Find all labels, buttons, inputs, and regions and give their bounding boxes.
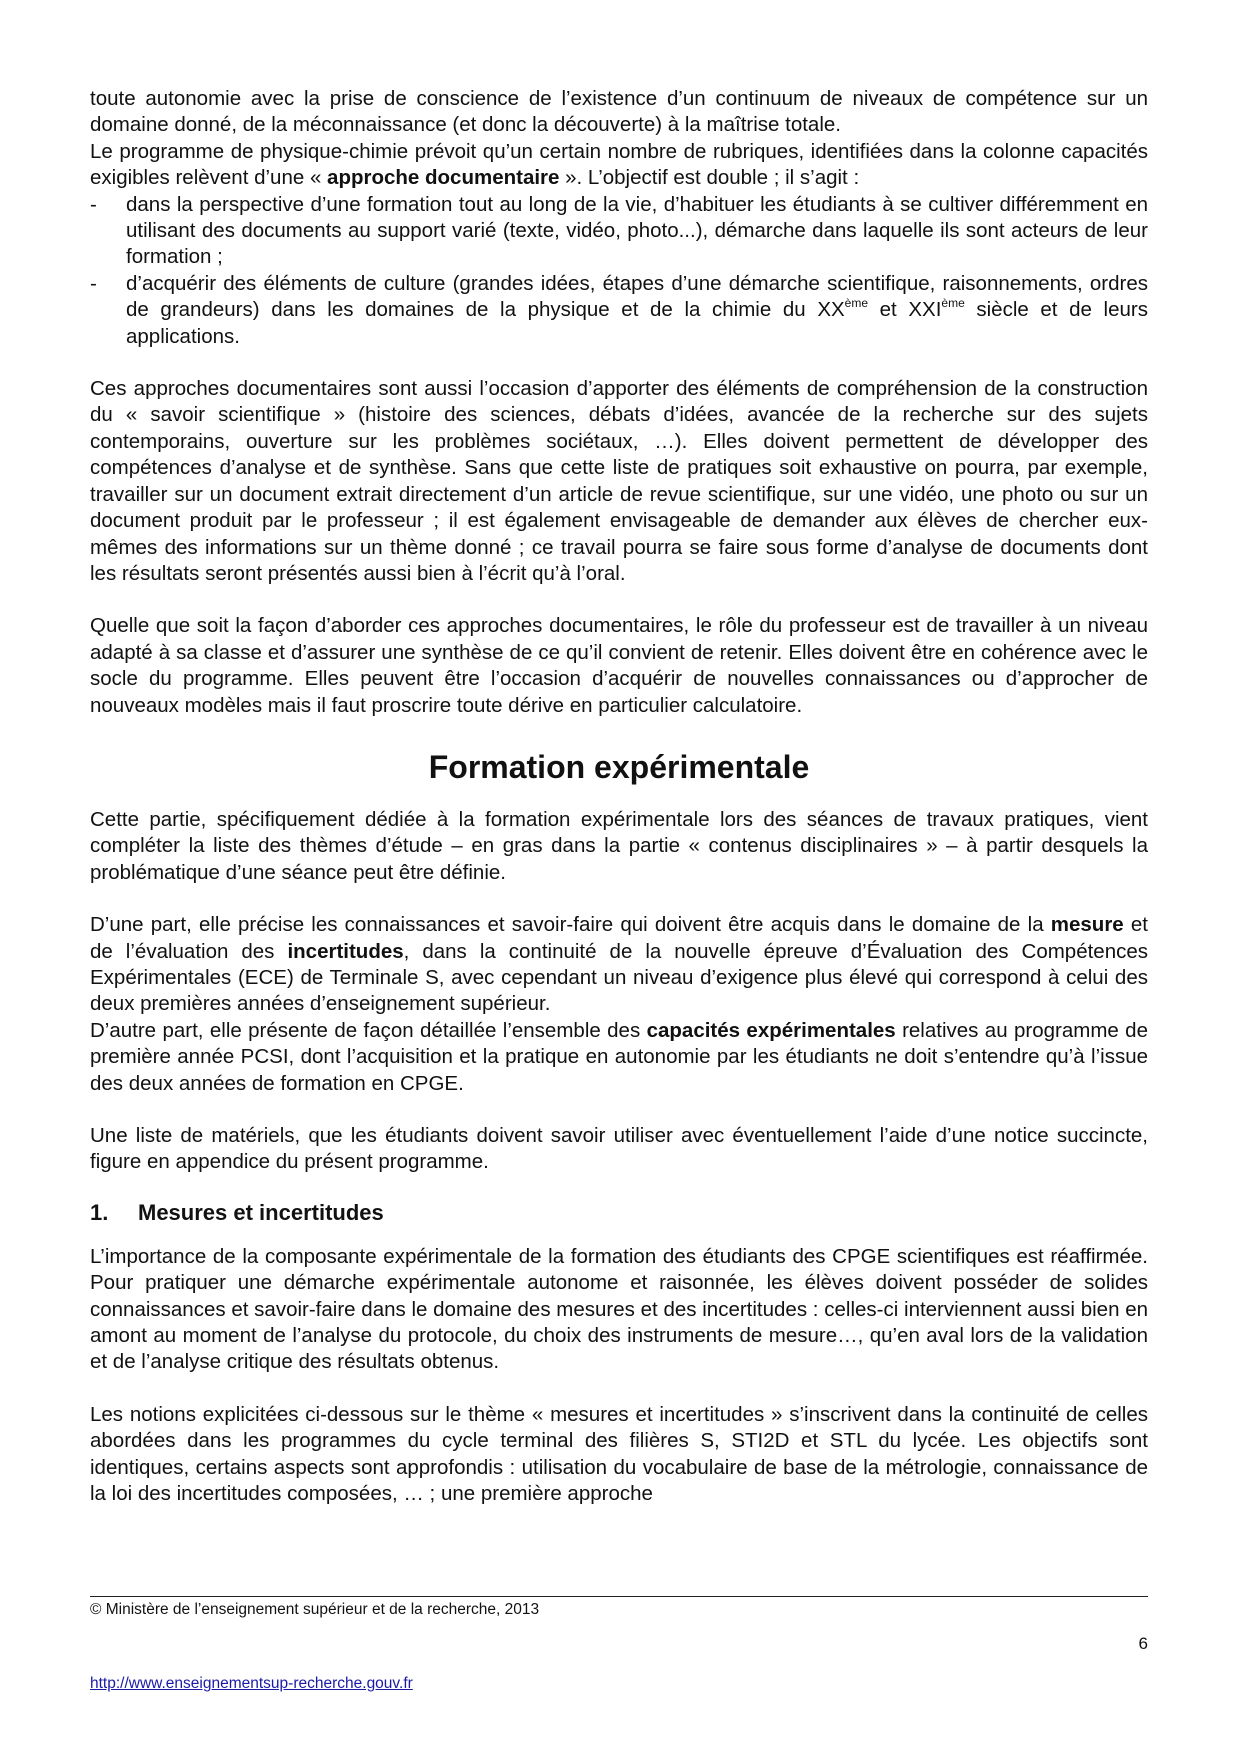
intro-paragraph-1: toute autonomie avec la prise de conscience de l’existence d’un continuum de niveaux de compétence sur un domaine donné, de la méconnaissance (et donc la découverte) à la maîtrise totale. [90,87,1148,137]
intro-paragraph-3: Ces approches documentaires sont aussi l’occasion d’apporter des éléments de compréhension de la construction du « savoir scientifique » (histoire des sciences, débats d’idées, avancée de la recherche sur des sujets contemporains, ouverture sur les problèmes sociétaux, …). Elles doivent permettent de développer des compétences d’analyse et de synthèse. Sans que cette liste de pratiques soit exhaustive on pourra, par exemple, travailler sur un document extrait directement d’un article de revue scientifique, sur une vidéo, une photo ou sur un document produit par le professeur ; il est également envisageable de demander aux élèves de chercher eux-mêmes des informations sur un thème donné ; ce travail pourra se faire sous forme d’analyse de documents dont les résultats seront présentés aussi bien à l’écrit qu’à l’oral. [90,377,1148,585]
superscript: ème [844,296,869,311]
list-item [90,271,1148,350]
objectives-list [90,192,1148,350]
bold-mesure: mesure [1050,913,1124,937]
text-run: Le programme de physique-chimie prévoit qu’un certain nombre de rubriques, identifiées dans la colonne capacités exigibles relèvent d’une « [90,139,1148,190]
subsection-paragraph-1: L’importance de la composante expérimentale de la formation des étudiants des CPGE scientifiques est réaffirmée. Pour pratiquer une démarche expérimentale autonome et raisonnée, les élèves doivent posséder de solides connaissances et savoir-faire dans le domaine des mesures et des incertitudes : celles-ci interviennent aussi bien en amont au moment de l’analyse du protocole, du choix des instruments de mesure…, qu’en aval lors de la validation et de l’analyse critique des résultats obtenus. [90,1244,1148,1374]
page-content [90,86,1148,1507]
text-run: ». L’objectif est double ; il s’agit : [559,166,860,190]
section-paragraph-3 [90,1018,1148,1097]
footer-website-link[interactable]: http://www.enseignementsup-recherche.gouv.fr [90,1675,413,1692]
list-item [90,192,1148,271]
subsection-title: Mesures et incertitudes [138,1199,384,1225]
paragraph-gap [90,587,1148,613]
subsection-paragraph-2: Les notions explicitées ci-dessous sur le thème « mesures et incertitudes » s’inscrivent dans la continuité de celles abordées dans les programmes du cycle terminal des filières S, STI2D et STL du lycée. Les objectifs sont identiques, certains aspects sont approfondis : utilisation du vocabulaire de base de la métrologie, connaissance de la loi des incertitudes composées, … ; une première approche [90,1402,1148,1506]
section-paragraph-4: Une liste de matériels, que les étudiants doivent savoir utiliser avec éventuellement l’aide d’une notice succincte, figure en appendice du présent programme. [90,1124,1148,1174]
list-dash: - [90,192,97,216]
text-run: D’autre part, elle présente de façon détaillée l’ensemble des [90,1018,647,1042]
paragraph-gap [90,1376,1148,1402]
list-item-text: siècle et de leurs applications. [126,298,1148,348]
list-dash: - [90,271,97,295]
list-item-text: d’acquérir des éléments de culture (grandes idées, étapes d’une démarche scientifique, raisonnements, ordres de grandeurs) dans les domaines de la physique et de la chimie du XX [126,271,1148,322]
intro-paragraph-2 [90,139,1148,192]
list-item-text: dans la perspective d’une formation tout au long de la vie, d’habituer les étudiants à se cultiver différemment en utilisant des documents au support varié (texte, vidéo, photo...), démarche dans laquelle ils sont acteurs de leur formation ; [126,192,1148,269]
subsection-heading [90,1200,1148,1226]
page-number: 6 [1138,1634,1148,1653]
intro-paragraph-4: Quelle que soit la façon d’aborder ces approches documentaires, le rôle du professeur est de travailler à un niveau adapté à sa classe et d’assurer une synthèse de ce qu’il convient de retenir. Elles doivent être en cohérence avec le socle du programme. Elles peuvent être l’occasion d’acquérir de nouvelles connaissances ou d’approcher de nouveaux modèles mais il faut proscrire toute dérive en particulier calculatoire. [90,614,1148,717]
footer-copyright: © Ministère de l’enseignement supérieur et de la recherche, 2013 [90,1601,540,1618]
bold-capacites-experimentales: capacités expérimentales [646,1018,896,1042]
footer-divider [90,1596,1148,1597]
bold-incertitudes: incertitudes [287,939,404,963]
paragraph-gap [90,886,1148,912]
superscript: ème [941,296,965,311]
paragraph-gap [90,350,1148,376]
paragraph-gap [90,1097,1148,1123]
text-run: , dans la continuité de la nouvelle épreuve d’Évaluation des Compétences Expérimentales (ECE) de Terminale S, avec cependant un niveau d’exigence plus élevé qui correspond à celui des deux premières années d’enseignement supérieur. [90,939,1149,1016]
text-run: D’une part, elle précise les connaissances et savoir-faire qui doivent être acquis dans le domaine de la [90,913,1051,937]
section-title: Formation expérimentale [428,748,810,785]
text-run: et de l’évaluation des [90,913,1148,963]
section-paragraph-1: Cette partie, spécifiquement dédiée à la formation expérimentale lors des séances de travaux pratiques, vient compléter la liste des thèmes d’étude – en gras dans la partie « contenus disciplinaires » – à partir desquels la problématique d’une séance peut être définie. [90,807,1148,884]
text-run: relatives au programme de première année PCSI, dont l’acquisition et la pratique en autonomie par les étudiants ne doit s’entendre qu’à l’issue des deux années de formation en CPGE. [90,1018,1148,1095]
section-paragraph-2 [90,912,1148,1018]
bold-approche-documentaire: approche documentaire [327,166,560,190]
subsection-number: 1. [90,1199,109,1225]
list-item-text: et XXI [868,298,942,322]
